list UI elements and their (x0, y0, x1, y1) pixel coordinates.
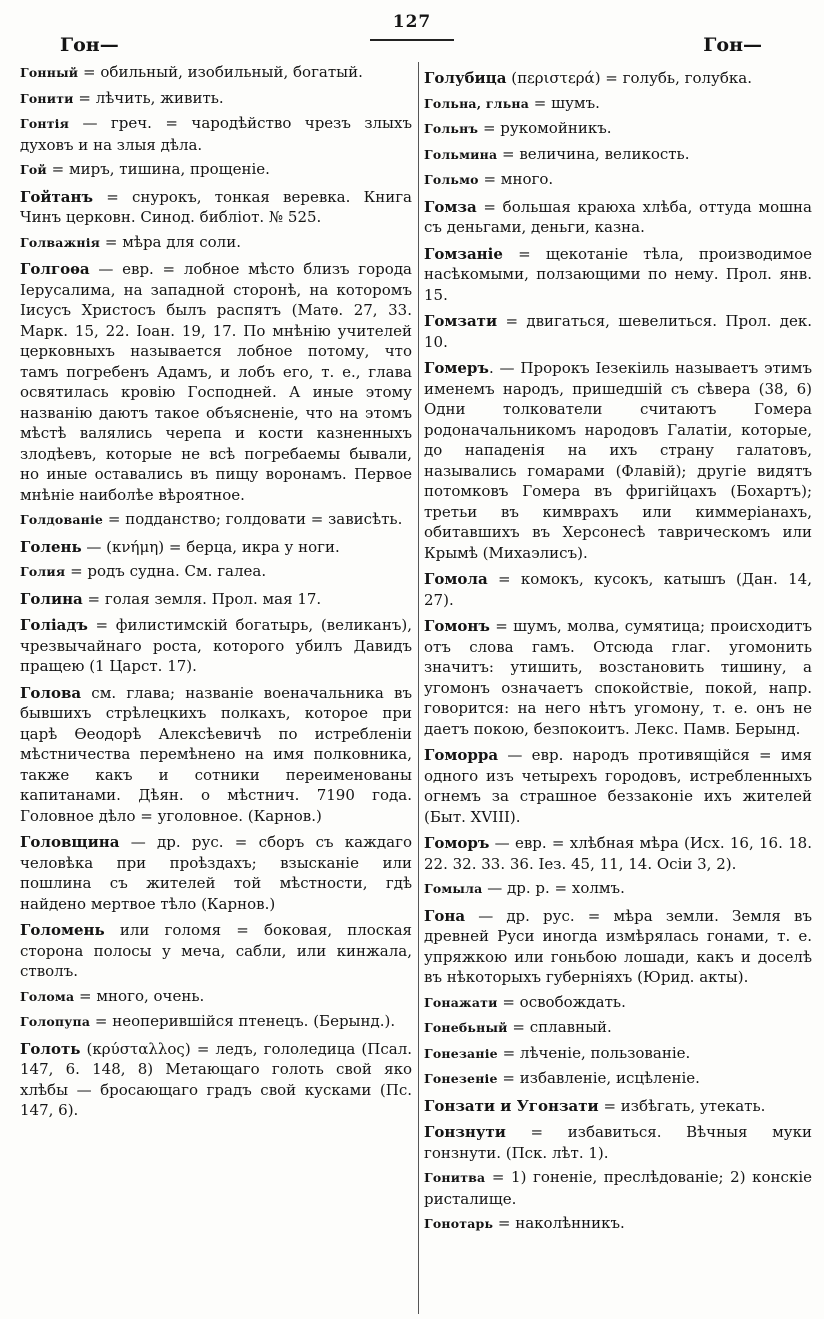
entry-headword: Гонитва (424, 1170, 486, 1185)
entry-headword: Гольна, гльна (424, 95, 530, 111)
dictionary-entry (424, 169, 812, 191)
left-column (20, 62, 412, 1125)
entry-headword: Головщина (20, 833, 120, 851)
entry-definition: = снурокъ, тонкая веревка. Книга Чинъ церковн. Синод. библіот. № 525. (20, 187, 412, 226)
right-column (424, 62, 812, 1239)
entry-definition: = рукомойникъ. (478, 119, 612, 137)
entry-headword: Голоть (20, 1039, 81, 1058)
dictionary-entry (424, 1043, 812, 1065)
entry-definition: = щекотаніе тѣла, производимое насѣкомыми, ползающими по нему. Прол. янв. 15. (424, 244, 812, 304)
entry-definition: = неоперившійся птенецъ. (Берынд.). (90, 1012, 396, 1030)
entry-definition: = избавиться. Вѣчныя муки гонзнути. (Пск. лѣт. 1). (424, 1123, 812, 1162)
entry-definition: = большая краюха хлѣба, оттуда мошна съ деньгами, деньги, казна. (424, 197, 812, 236)
entry-headword: Гонный (20, 65, 79, 80)
entry-definition: — др. р. = холмъ. (482, 879, 625, 897)
dictionary-entry (424, 1167, 812, 1209)
dictionary-entry (20, 920, 412, 982)
entry-definition: см. глава; названіе военачальника въ бывшихъ стрѣлецкихъ полкахъ, которое при царѣ Ѳеодорѣ Алексѣевичѣ по истребленіи мѣстничества перемѣнено на имя полковника, также какъ и сотники переименованы капитанами. Дѣян. о мѣстнич. 7190 года. Головное дѣло = уголовное. (Карнов.) (20, 683, 412, 825)
entry-definition: (κρύσταλλος) = ледъ, гололедица (Псал. 147, 6. 148, 8) Метающаго голоть свой яко хлѣбы — бросающаго градъ свой кусками (Пс. 147, 6). (20, 1039, 412, 1119)
entry-definition: = лѣчить, живить. (73, 88, 224, 107)
entry-headword: Гонебьный (424, 1020, 508, 1035)
entry-headword: Голень (20, 537, 82, 556)
entry-headword: Голважнія (20, 234, 101, 250)
dictionary-entry (20, 159, 412, 181)
dictionary-entry (20, 1011, 412, 1033)
dictionary-entry (424, 1122, 812, 1163)
entry-headword: Гонити (20, 90, 74, 106)
entry-definition: = шумъ. (529, 93, 600, 112)
dictionary-entry (424, 118, 812, 140)
header-rule (370, 39, 454, 41)
entry-definition: = наколѣнникъ. (493, 1214, 625, 1232)
dictionary-entry (20, 509, 412, 531)
entry-definition: = лѣченіе, пользованіе. (497, 1043, 691, 1062)
entry-definition: — евр. народъ противящійся = имя одного изъ четырехъ городовъ, истребленныхъ огнемъ за страшное беззаконіе ихъ жителей (Быт. XVIII). (424, 746, 812, 826)
entry-headword: Голопупа (20, 1014, 91, 1029)
entry-headword: Гонзати и Угонзати (424, 1096, 599, 1115)
dictionary-entry (424, 1068, 812, 1090)
entry-headword: Гонтія (20, 116, 70, 131)
dictionary-entry (424, 616, 812, 739)
entry-headword: Голубица (424, 69, 507, 87)
entry-headword: Гонажати (424, 994, 498, 1010)
entry-definition: = голая земля. Прол. мая 17. (82, 589, 322, 608)
entry-definition: или голомя = боковая, плоская сторона полосы у меча, сабли, или кинжала, стволъ. (20, 921, 412, 980)
dictionary-entry (20, 113, 412, 155)
dictionary-entry (20, 561, 412, 583)
entry-headword: Гой (20, 162, 47, 177)
entry-definition: — евр. = хлѣбная мѣра (Исх. 16, 16. 18. 22. 32. 33. 36. Іез. 45, 11, 14. Осіи 3, 2). (424, 834, 812, 873)
entry-headword: Гонотарь (424, 1216, 494, 1231)
entry-headword: Гомза (424, 197, 477, 216)
dictionary-entry (424, 311, 812, 352)
dictionary-entry (20, 986, 412, 1008)
dictionary-entry (424, 68, 812, 89)
entry-definition: . — Пророкъ Іезекіиль называетъ этимъ именемъ народъ, пришедшій съ сѣвера (38, 6) Одни толкователи считаютъ Гомера родоначальникомъ народовъ Галатіи, которые, до нападенія на ихъ страну галатовъ, назывались гомарами (Флавій); другіе видятъ потомковъ Гомера въ фригійцахъ (Бохартъ); третьи въ кимврахъ или киммеріанахъ, обитавшихъ въ Херсонесѣ таврическомъ или Крымѣ (Михаэлисъ). (424, 359, 812, 562)
dictionary-entry (20, 589, 412, 610)
running-head-right: Гон— (703, 34, 762, 56)
dictionary-entry (424, 1213, 812, 1235)
dictionary-entry (424, 197, 812, 238)
entry-headword: Голина (20, 589, 83, 608)
entry-definition: = много, очень. (74, 986, 205, 1005)
entry-headword: Гонзнути (424, 1123, 506, 1141)
entry-headword: Гомыла (424, 881, 483, 896)
entry-definition: = сплавный. (507, 1018, 612, 1036)
entry-definition: = избѣгать, утекать. (598, 1096, 766, 1115)
dictionary-entry (20, 1039, 412, 1121)
entry-definition: = много. (478, 170, 554, 188)
entry-headword: Гона (424, 906, 466, 925)
dictionary-entry (424, 144, 812, 166)
entry-definition: — греч. = чародѣйство чрезъ злыхъ духовъ и на злыя дѣла. (20, 114, 412, 154)
entry-headword: Голова (20, 683, 82, 702)
entry-headword: Гоморра (424, 746, 499, 764)
dictionary-entry (424, 358, 812, 563)
entry-definition: — (κνήμη) = берца, икра у ноги. (81, 537, 340, 556)
entry-definition: = обильный, изобильный, богатый. (78, 63, 363, 81)
dictionary-entry (424, 992, 812, 1014)
dictionary-entry (424, 569, 812, 610)
entry-definition: = 1) гоненіе, преслѣдованіе; 2) конскіе ристалище. (424, 1168, 812, 1208)
entry-headword: Гоморъ (424, 834, 490, 852)
dictionary-entry (424, 1017, 812, 1039)
entry-headword: Голгоѳа (20, 260, 90, 278)
entry-definition: = мѣра для соли. (100, 232, 241, 251)
entry-definition: = шумъ, молва, сумятица; происходитъ отъ слова гамъ. Отсюда глаг. угомонить значитъ: утишить, возстановить тишину, а угомонъ означаетъ спокойствіе, покой, напр. говорится: на него нѣтъ угомону, т. е. онъ не даетъ покою, безпокоитъ. Лекс. Памв. Берынд. (424, 617, 812, 738)
entry-definition: = подданство; голдовати = зависѣть. (103, 510, 403, 528)
entry-headword: Голдованіе (20, 512, 104, 527)
dictionary-entry (424, 93, 812, 115)
entry-definition: = двигаться, шевелиться. Прол. дек. 10. (424, 312, 812, 351)
dictionary-entry (424, 1096, 812, 1117)
dictionary-entry (424, 906, 812, 988)
entry-definition: = миръ, тишина, прощеніе. (46, 160, 270, 178)
entry-headword: Гомеръ (424, 359, 489, 377)
entry-headword: Гомонъ (424, 617, 490, 635)
entry-headword: Гонезаніе (424, 1045, 498, 1061)
dictionary-entry (20, 537, 412, 558)
dictionary-entry (424, 244, 812, 306)
dictionary-entry (20, 88, 412, 110)
entry-headword: Голома (20, 988, 75, 1004)
entry-headword: Гойтанъ (20, 187, 93, 206)
entry-definition: = избавленіе, исцѣленіе. (497, 1069, 700, 1087)
dictionary-entry (20, 615, 412, 677)
column-divider (418, 62, 419, 1314)
dictionary-entry (20, 187, 412, 228)
entry-headword: Гольмо (424, 172, 479, 187)
dictionary-entry (424, 878, 812, 900)
entry-headword: Голия (20, 564, 66, 579)
entry-headword: Гомзаніе (424, 244, 503, 263)
page-number: 127 (392, 12, 432, 32)
dictionary-entry (424, 745, 812, 827)
entry-definition: — др. рус. = мѣра земли. Земля въ древней Руси иногда измѣрялась гонами, т. е. упряжкою или гоньбою лошади, какъ и доселѣ въ нѣкоторыхъ губерніяхъ (Юрид. акты). (424, 906, 812, 986)
entry-definition: = филистимскій богатырь, (великанъ), чрезвычайнаго роста, которого убилъ Давидъ пращею (1 Царст. 17). (20, 616, 412, 675)
dictionary-entry (424, 833, 812, 874)
entry-headword: Гомзати (424, 312, 498, 330)
entry-headword: Голомень (20, 921, 105, 939)
entry-headword: Гольнъ (424, 121, 479, 136)
entry-headword: Голіадъ (20, 616, 88, 634)
entry-headword: Гомола (424, 570, 488, 588)
dictionary-entry (20, 62, 412, 84)
entry-definition: (περιστερά) = голубь, голубка. (506, 69, 752, 87)
entry-headword: Гольмина (424, 146, 498, 162)
entry-definition: = родъ судна. См. галеа. (65, 562, 267, 580)
dictionary-entry (20, 232, 412, 254)
entry-definition: = величина, великость. (497, 144, 690, 163)
entry-headword: Гонезеніе (424, 1071, 498, 1086)
dictionary-entry (20, 832, 412, 914)
dictionary-entry (20, 259, 412, 505)
page-header (0, 8, 824, 66)
entry-definition: = комокъ, кусокъ, катышъ (Дан. 14, 27). (424, 570, 812, 609)
entry-definition: — евр. = лобное мѣсто близъ города Іерусалима, на западной сторонѣ, на которомъ Іисусъ Христосъ былъ распятъ (Матѳ. 27, 33. Марк. 15, 22. Іоан. 19, 17. По мнѣнію учителей церковныхъ называется лобное потому, что тамъ погребенъ Адамъ, и лобъ его, т. е., глава освятилась кровію Господней. А иные этому названію даютъ такое объясненіе, что на этомъ мѣстѣ валялись черепа и кости казненныхъ злодѣевъ, которые не всѣ погребаемы бывали, но иные оставались въ пищу воронамъ. Первое мнѣніе наиболѣе вѣроятное. (20, 260, 412, 504)
running-head-left: Гон— (60, 34, 119, 56)
dictionary-entry (20, 683, 412, 827)
entry-definition: — др. рус. = сборъ съ каждаго человѣка при проѣздахъ; взысканіе или пошлина съ жителей той мѣстности, гдѣ найдено мертвое тѣло (Карнов.) (20, 833, 412, 913)
entry-definition: = освобождать. (497, 992, 626, 1011)
